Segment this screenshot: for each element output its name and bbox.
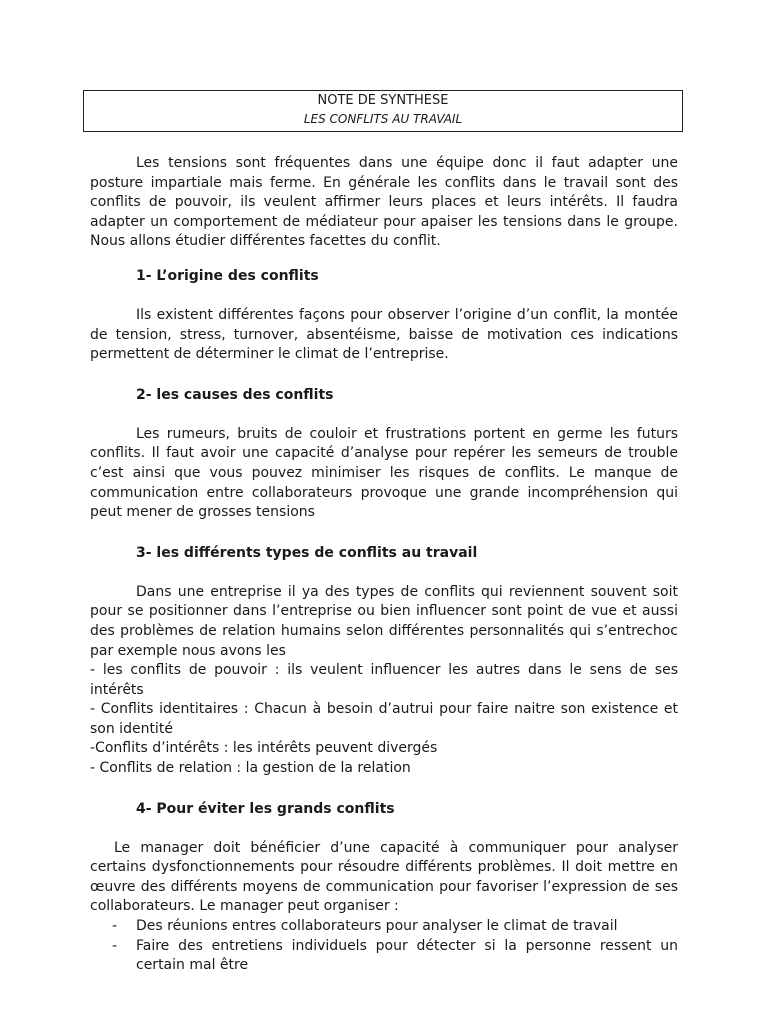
list-item-text: Des réunions entres collaborateurs pour analyser le climat de travail [136,918,618,935]
conflict-type-item: -Conflits d’intérêts : les intérêts peuvent divergés [90,740,438,757]
section-2-heading: 2- les causes des conflits [136,386,334,403]
list-item [90,937,678,976]
document-subtitle: LES CONFLITS AU TRAVAIL [303,112,463,126]
dash-bullet: - [112,918,118,935]
intro-paragraph: Les tensions sont fréquentes dans une équipe donc il faut adapter une posture impartiale mais ferme. En générale les conflits dans le travail sont des conflits de pouvoir, ils veulent affirmer leurs places et leurs intérêts. Il faudra adapter un comportement de médiateur pour apaiser les tensions dans le groupe. Nous allons étudier différentes facettes du conflit. [90,155,678,250]
conflict-type-item: - Conflits identitaires : Chacun à besoin d’autrui pour faire naitre son existence et son identité [90,701,678,737]
section-4-body: Le manager doit bénéficier d’une capacité à communiquer pour analyser certains dysfonctionnements pour résoudre différents problèmes. Il doit mettre en œuvre des différents moyens de communication pour favoriser l’expression de ses collaborateurs. Le manager peut organiser : [90,839,678,915]
list-item-text: Faire des entretiens individuels pour détecter si la personne ressent un certain mal être [136,937,678,974]
manager-actions-list [90,917,678,976]
section-1-body: Ils existent différentes façons pour observer l’origine d’un conflit, la montée de tension, stress, turnover, absentéisme, baisse de motivation ces indications permettent de déterminer le climat de l’entreprise. [90,306,678,363]
document-page [90,90,678,976]
list-item [90,917,678,937]
document-title: NOTE DE SYNTHESE [317,93,449,108]
section-4-heading: 4- Pour éviter les grands conflits [136,800,395,817]
section-3-heading: 3- les différents types de conflits au travail [136,544,478,561]
section-3-body: Dans une entreprise il ya des types de conflits qui reviennent souvent soit pour se positionner dans l’entreprise ou bien influencer sont point de vue et aussi des problèmes de relation humains selon différentes personnalités qui s’entrechoc par exemple nous avons les [90,583,678,659]
section-1-heading: 1- L’origine des conflits [136,267,319,284]
conflict-type-item: - Conflits de relation : la gestion de la relation [90,760,411,777]
conflict-type-item: - les conflits de pouvoir : ils veulent influencer les autres dans le sens de ses intérêts [90,662,678,698]
dash-bullet: - [112,937,118,954]
section-2-body: Les rumeurs, bruits de couloir et frustrations portent en germe les futurs conflits. Il faut avoir une capacité d’analyse pour repérer les semeurs de trouble c’est ainsi que vous pouvez minimiser les risques de conflits. Le manque de communication entre collaborateurs provoque une grande incompréhension qui peut mener de grosses tensions [90,425,678,521]
title-box [83,90,683,132]
